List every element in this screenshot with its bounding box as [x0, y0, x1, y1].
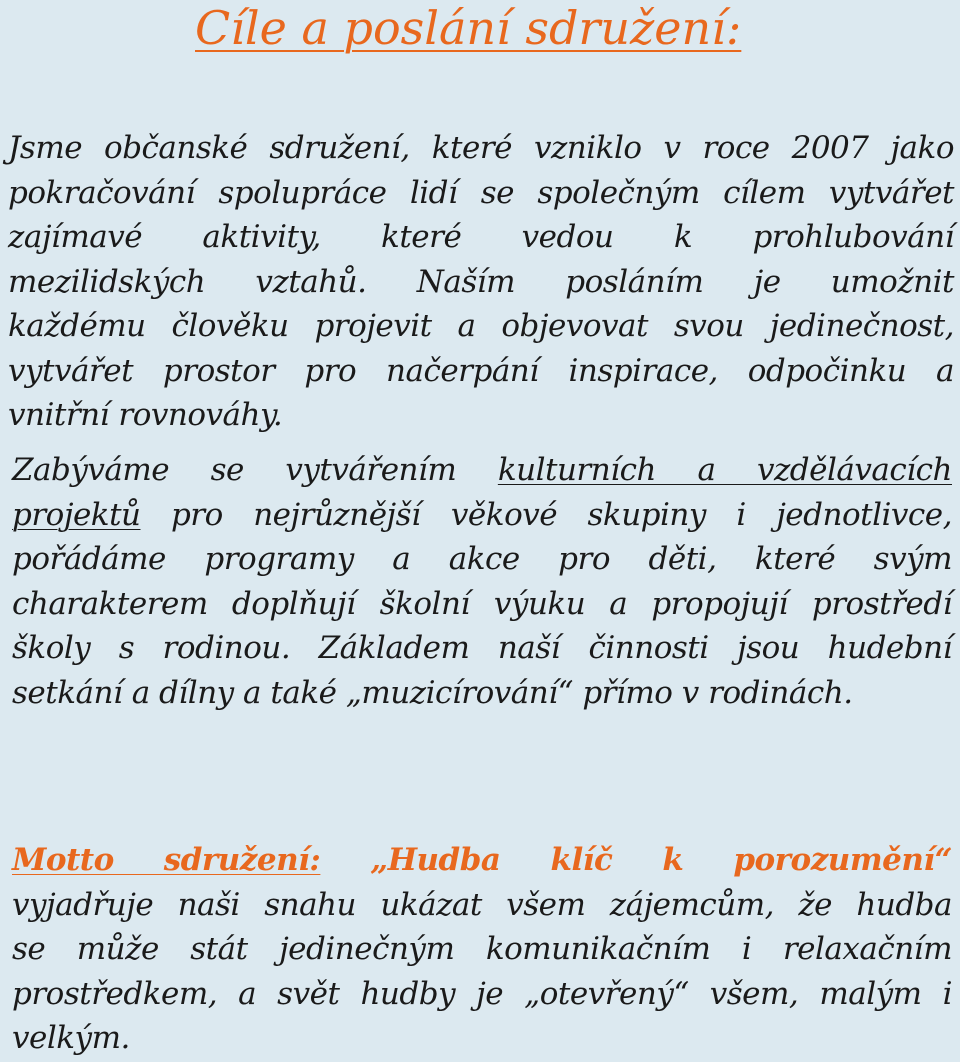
text-line: prostředkem, a svět hudby je „otevřený“ všem, malým i	[12, 975, 952, 1012]
text-line: pokračování spolupráce lidí se společným cílem vytvářet	[8, 174, 954, 211]
text-line	[12, 493, 952, 538]
text-line: každému člověku projevit a objevovat svou jedinečnost,	[8, 308, 954, 344]
motto-quote: „Hudba klíč k porozumění“	[370, 842, 953, 878]
motto-label: Motto sdružení:	[12, 842, 321, 878]
text-line: charakterem doplňují školní výuku a propojují prostředí	[12, 585, 952, 622]
text-line: se může stát jedinečným komunikačním i relaxačním	[12, 931, 952, 967]
text-line: vyjadřuje naši snahu ukázat všem zájemcům, že hudba	[12, 886, 952, 923]
page-title: Cíle a poslání sdružení:	[195, 1, 742, 55]
text-line	[12, 448, 952, 493]
intro-paragraph	[8, 126, 954, 438]
projects-link[interactable]: kulturních a vzdělávacích	[497, 452, 952, 488]
text-line: zajímavé aktivity, které vedou k prohlubování	[8, 219, 954, 255]
motto-paragraph	[12, 838, 952, 1061]
text-line: mezilidských vztahů. Naším posláním je umožnit	[8, 263, 954, 300]
text-line: Jsme občanské sdružení, které vzniklo v roce 2007 jako	[8, 130, 954, 166]
text-line: pořádáme programy a akce pro děti, které svým	[12, 541, 952, 577]
projects-link-continued[interactable]: projektů	[12, 496, 141, 533]
text-line: školy s rodinou. Základem naší činnosti jsou hudební	[12, 630, 952, 666]
text-line: vnitřní rovnováhy.	[8, 397, 283, 433]
text-fragment: Zabýváme se vytvářením	[12, 452, 457, 488]
text-fragment: pro nejrůznější věkové skupiny i jednotlivce,	[170, 496, 952, 533]
text-line: vytvářet prostor pro načerpání inspirace, odpočinku a	[8, 352, 954, 389]
motto-heading	[12, 838, 952, 883]
text-line: setkání a dílny a také „muzicírování“ přímo v rodinách.	[12, 674, 853, 711]
text-line: velkým.	[12, 1020, 130, 1056]
activities-paragraph	[12, 448, 952, 715]
